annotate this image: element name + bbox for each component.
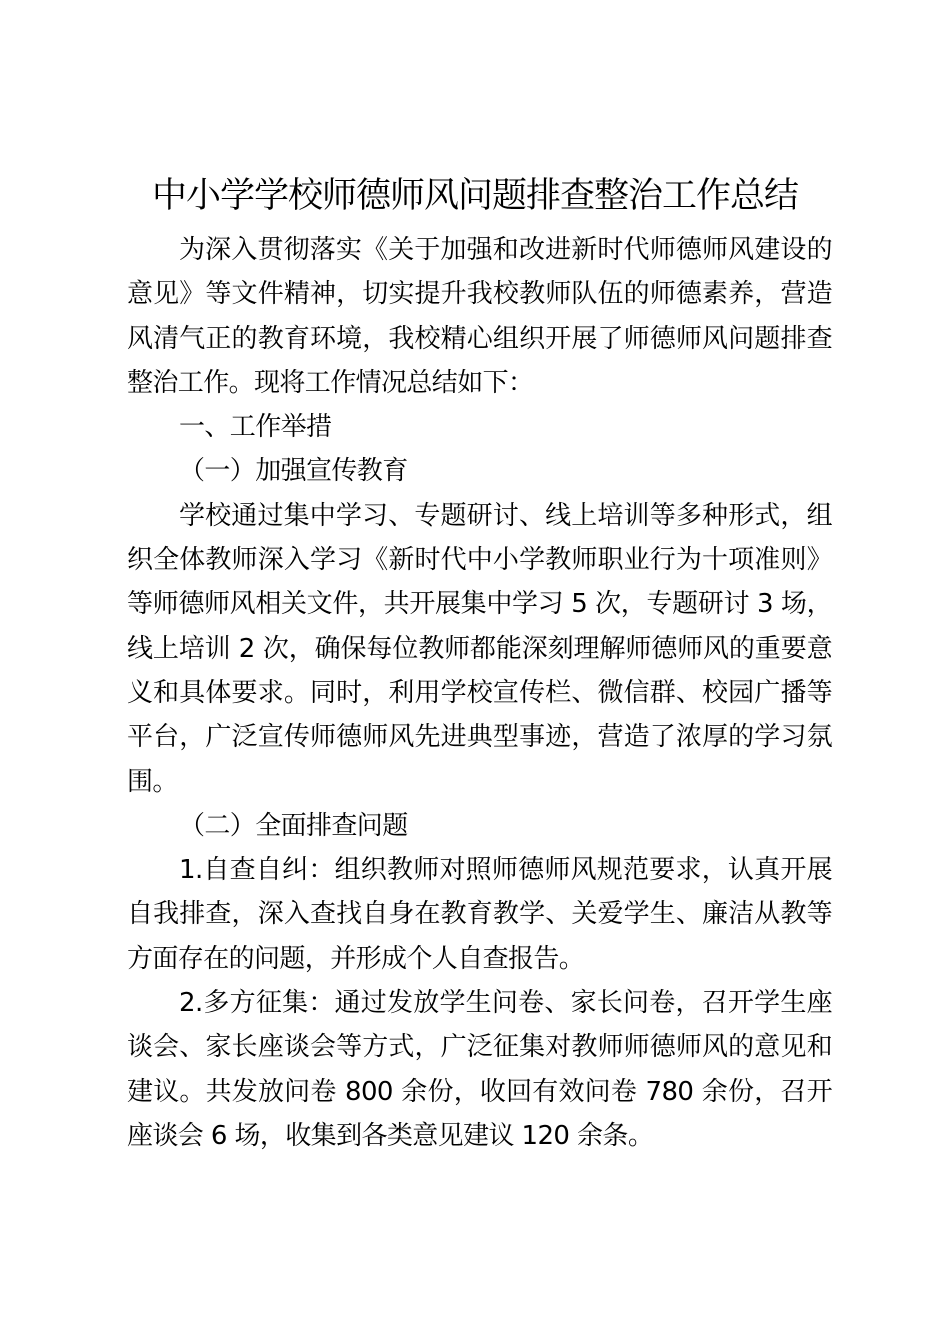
subsection-heading-publicity: （一）加强宣传教育 bbox=[179, 456, 408, 487]
document-title: 中小学学校师德师风问题排查整治工作总结 bbox=[151, 176, 798, 216]
publicity-paragraph: 学校通过集中学习、专题研讨、线上培训等多种形式，组织全体教师深入学习《新时代中小学教师职业行为十项准则》等师德师风相关文件，共开展集中学习 5 次，专题研讨 3 场，线上培训 2 次，确保每位教师都能深刻理解师德师风的重要意义和具体要求。同时，利用学校宣传栏、微信群、校园广播等平台，广泛宣传师德师风先进典型事迹，营造了浓厚的学习氛围。 bbox=[127, 500, 832, 797]
self-check-paragraph: 1.自查自纠：组织教师对照师德师风规范要求，认真开展自我排查，深入查找自身在教育教学、关爱学生、廉洁从教等方面存在的问题，并形成个人自查报告。 bbox=[127, 855, 832, 974]
intro-paragraph: 为深入贯彻落实《关于加强和改进新时代师德师风建设的意见》等文件精神，切实提升我校教师队伍的师德素养，营造风清气正的教育环境，我校精心组织开展了师德师风问题排查整治工作。现将工作情况总结如下： bbox=[127, 235, 832, 398]
feedback-paragraph: 2.多方征集：通过发放学生问卷、家长问卷，召开学生座谈会、家长座谈会等方式，广泛征集对教师师德师风的意见和建议。共发放问卷 800 余份，收回有效问卷 780 余份，召开座谈会 6 场，收集到各类意见建议 120 余条。 bbox=[127, 988, 832, 1151]
section-heading-measures: 一、工作举措 bbox=[179, 412, 332, 443]
document-body bbox=[127, 228, 832, 1158]
subsection-heading-investigation: （二）全面排查问题 bbox=[179, 810, 408, 841]
